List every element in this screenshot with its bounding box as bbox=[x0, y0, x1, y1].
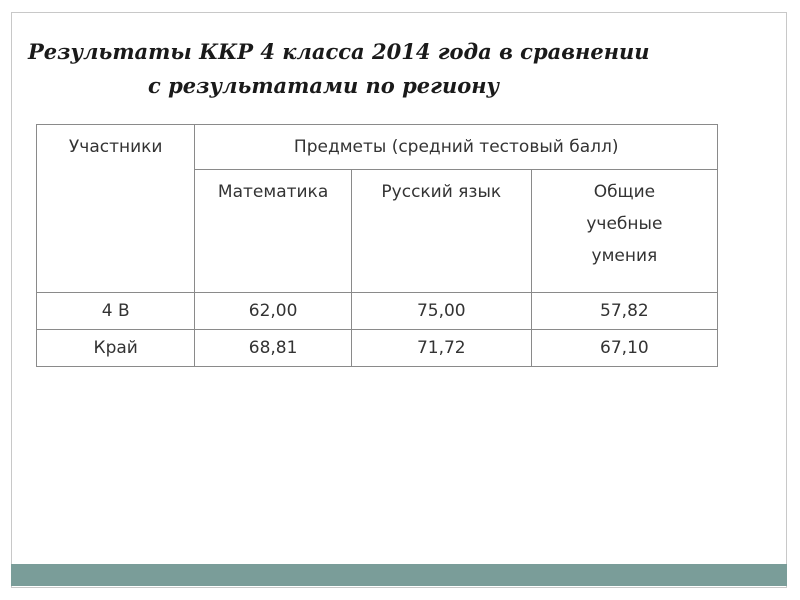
header-russian: Русский язык bbox=[351, 170, 531, 293]
cell-russian: 75,00 bbox=[351, 293, 531, 330]
header-general-skills-line: учебные bbox=[586, 214, 663, 234]
cell-russian: 71,72 bbox=[351, 330, 531, 367]
results-table bbox=[36, 124, 718, 367]
cell-participant: Край bbox=[37, 330, 195, 367]
footer-bar bbox=[11, 564, 787, 586]
header-general-skills bbox=[531, 170, 717, 293]
cell-math: 62,00 bbox=[195, 293, 351, 330]
cell-math: 68,81 bbox=[195, 330, 351, 367]
cell-participant: 4 В bbox=[37, 293, 195, 330]
header-participants: Участники bbox=[37, 125, 195, 293]
slide-title-line-1: Результаты ККР 4 класса 2014 года в сравнении bbox=[28, 39, 650, 64]
table-header-row bbox=[37, 125, 718, 170]
header-subjects: Предметы (средний тестовый балл) bbox=[195, 125, 718, 170]
header-math: Математика bbox=[195, 170, 351, 293]
slide-title-line-2: с результатами по региону bbox=[148, 73, 500, 98]
table-row bbox=[37, 330, 718, 367]
header-general-skills-line: Общие bbox=[593, 182, 656, 202]
header-general-skills-line: умения bbox=[591, 246, 658, 266]
cell-general: 67,10 bbox=[531, 330, 717, 367]
cell-general: 57,82 bbox=[531, 293, 717, 330]
table-row bbox=[37, 293, 718, 330]
slide-title bbox=[0, 35, 800, 103]
